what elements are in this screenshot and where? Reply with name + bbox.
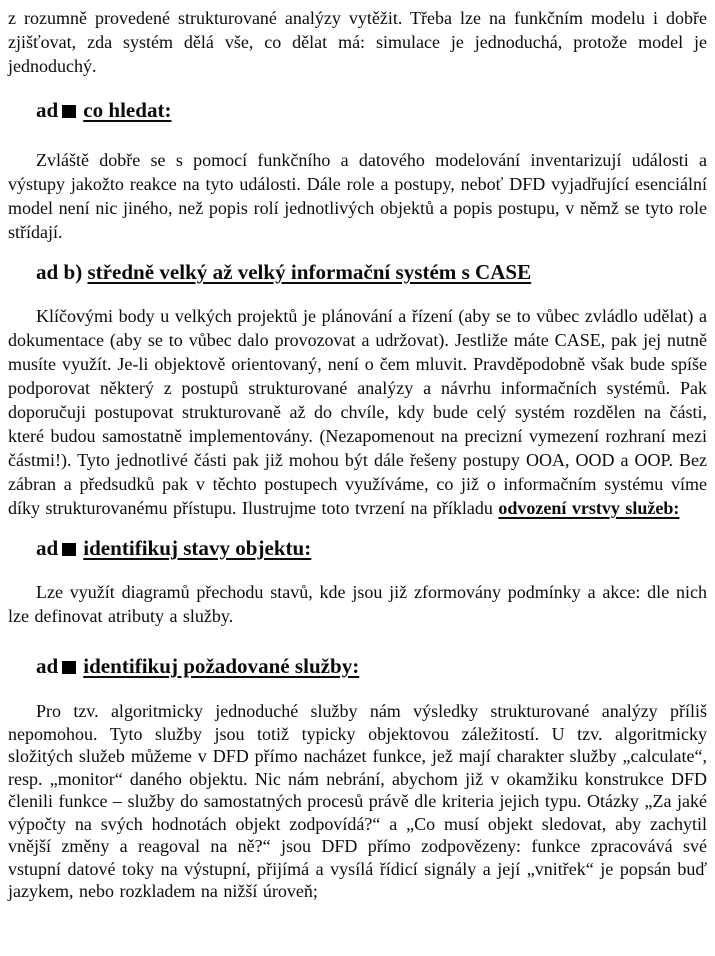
black-square-bullet-icon xyxy=(62,105,76,118)
text-segment: ad xyxy=(36,654,59,678)
text-segment: Klíčovými body u velkých projektů je plánování a řízení (aby se to vůbec zvládlo udělat) a dokumentace (aby se to vůbec dalo provozovat a udržovat). Jestliže máte CASE, pak jej nutně musíte využít. Je-li objektově orientovaný, není o čem mluvit. Pravděpodobně však bude spíše podporovat některý z postupů strukturované analýzy a návrhu informačních systémů. Pak doporučuji postupovat strukturovaně až do chvíle, kdy bude celý systém rozdělen na části, které budou samostatně implementovány. (Nezapomenout na precizní vymezení rozhraní mezi částmi!). Tyto jednotlivé části pak již mohou být dále řešeny postupy OOA, OOD a OOP. Bez zábran a předsudků pak v těchto postupech využíváme, co již o informačním systému víme díky strukturovanému přístupu. Ilustrujme toto tvrzení na příkladu xyxy=(8,306,707,518)
text-segment: středně velký až velký informační systém s CASE xyxy=(87,260,532,284)
text-segment: identifikuj stavy objektu: xyxy=(83,536,312,560)
text-segment: Zvláště dobře se s pomocí funkčního a datového modelování inventarizují události a výstupy jakožto reakce na tyto události. Dále role a postupy, neboť DFD vyjadřující esenciální model není nic jiného, než popis rolí jednotlivých objektů a popis postupu, v němž se tyto role střídají. xyxy=(8,150,707,242)
black-square-bullet-icon xyxy=(62,543,76,556)
text-segment: ad xyxy=(36,536,59,560)
text-segment: z rozumně provedené strukturované analýzy vytěžit. Třeba lze na funkčním modelu i dobře zjišťovat, zda systém dělá vše, co dělat má: simulace je jednoduchá, protože model je jednoduchý. xyxy=(8,8,707,76)
heading-identifikuj-stavy-objektu xyxy=(36,536,707,560)
paragraph-continuation xyxy=(8,6,707,78)
black-square-bullet-icon xyxy=(62,661,76,674)
paragraph-state-diagrams xyxy=(8,580,707,628)
paragraph-events-outputs xyxy=(8,148,707,244)
text-segment: ad xyxy=(36,98,59,122)
text-segment: odvození vrstvy služeb: xyxy=(498,498,680,518)
paragraph-services xyxy=(8,700,707,903)
text-segment: Lze využít diagramů přechodu stavů, kde jsou již zformovány podmínky a akce: dle nich lze definovat atributy a služby. xyxy=(8,582,707,626)
text-segment: Pro tzv. algoritmicky jednoduché služby nám výsledky strukturované analýzy příliš nepomohou. Tyto služby jsou totiž typicky objektovou záležitostí. U tzv. algoritmicky složitých služeb můžeme v DFD přímo nacházet funkce, jež mají charakter služby „calculate“, resp. „monitor“ daného objektu. Nic nám nebrání, abychom již v okamžiku konstrukce DFD členili funkce – služby do samostatných procesů právě dle kriteria jejich typu. Otázky „Za jaké výpočty na svých hodnotách objekt zodpovídá?“ a „Co musí objekt sledovat, aby zachytil vnější změny a reagoval na ně?“ jsou DFD přímo zodpovězeny: funkce zpracovává své vstupní datové toky na výstupní, přijímá a vysílá řídicí signály a její „vnitřek“ je popsán buď jazykem, nebo rozkladem na nižší úroveň; xyxy=(8,701,707,901)
heading-ad-b-case xyxy=(36,260,707,284)
text-segment: co hledat: xyxy=(83,98,172,122)
paragraph-large-projects xyxy=(8,304,707,520)
heading-co-hledat xyxy=(36,98,707,122)
text-segment: identifikuj požadované služby: xyxy=(83,654,360,678)
heading-identifikuj-pozadovane-sluzby xyxy=(36,654,707,678)
text-segment: ad b) xyxy=(36,260,88,284)
